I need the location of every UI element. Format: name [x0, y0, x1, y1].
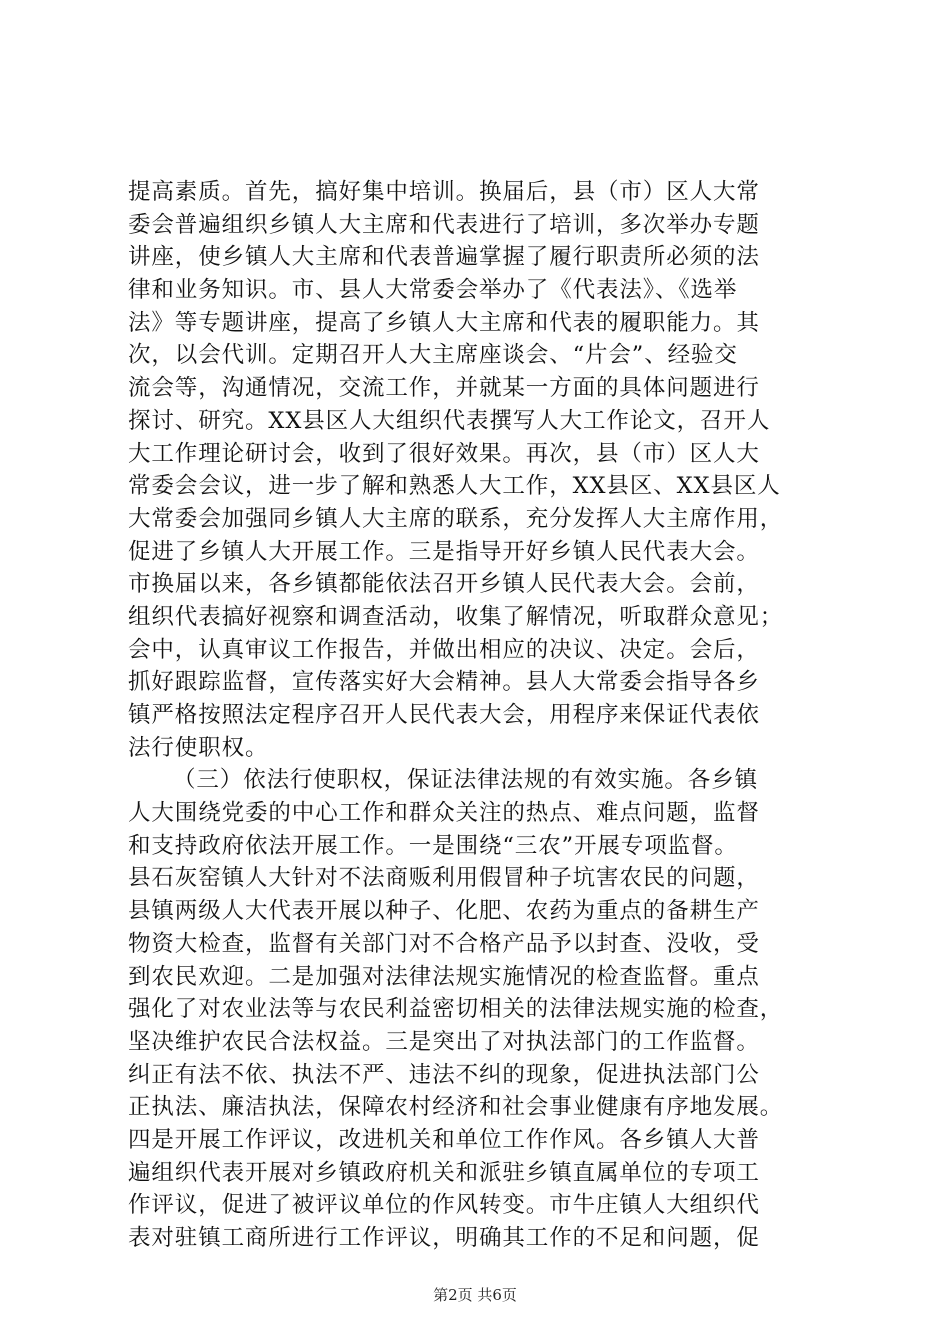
text-line: 县石灰窑镇人大针对不法商贩利用假冒种子坑害农民的问题， [128, 865, 760, 892]
text-line: 到农民欢迎。二是加强对法律法规实施情况的检查监督。重点 [128, 963, 760, 990]
text-line: 大工作理论研讨会，收到了很好效果。再次，县（市）区人大 [128, 440, 760, 467]
text-line: 大常委会加强同乡镇人大主席的联系，充分发挥人大主席作用， [128, 505, 784, 532]
text-line: 表对驻镇工商所进行工作评议，明确其工作的不足和问题，促 [128, 1225, 760, 1251]
text-line: 和支持政府依法开展工作。一是围绕“三农”开展专项监督。 [128, 832, 738, 859]
text-line: 镇严格按照法定程序召开人民代表大会，用程序来保证代表依 [128, 702, 760, 728]
text-line: 次，以会代训。定期召开人大主席座谈会、“片会”、经验交 [128, 342, 738, 369]
text-line: 坚决维护农民合法权益。三是突出了对执法部门的工作监督。 [128, 1028, 760, 1055]
text-line: 讲座，使乡镇人大主席和代表普遍掌握了履行职责所必须的法 [128, 244, 760, 271]
text-line: 抓好跟踪监督，宣传落实好大会精神。县人大常委会指导各乡 [128, 669, 760, 696]
text-line: 人大围绕党委的中心工作和群众关注的热点、难点问题，监督 [128, 800, 760, 827]
text-line: 正执法、廉洁执法，保障农村经济和社会事业健康有序地发展。 [128, 1094, 784, 1121]
text-line: 四是开展工作评议，改进机关和单位工作作风。各乡镇人大普 [128, 1126, 760, 1153]
text-line: 遍组织代表开展对乡镇政府机关和派驻乡镇直属单位的专项工 [128, 1159, 760, 1186]
text-line: 委会普遍组织乡镇人大主席和代表进行了培训，多次举办专题 [128, 211, 760, 238]
text-line: 探讨、研究。XX县区人大组织代表撰写人大工作论文，召开人 [128, 407, 771, 434]
text-line: 会中，认真审议工作报告，并做出相应的决议、决定。会后， [128, 636, 760, 663]
body-text [128, 176, 828, 1255]
text-line: 作评议，促进了被评议单位的作风转变。市牛庄镇人大组织代 [128, 1192, 760, 1219]
paragraph-start-line: （三）依法行使职权，保证法律法规的有效实施。各乡镇 [173, 767, 759, 794]
text-line: 提高素质。首先，搞好集中培训。换届后，县（市）区人大常 [128, 179, 760, 205]
text-line: 市换届以来，各乡镇都能依法召开乡镇人民代表大会。会前， [128, 571, 760, 598]
text-line: 组织代表搞好视察和调查活动，收集了解情况，听取群众意见； [128, 603, 784, 630]
text-line: 法行使职权。 [128, 734, 269, 761]
page-number-footer: 第2页 共6页 [433, 1286, 517, 1304]
text-line: 法》等专题讲座，提高了乡镇人大主席和代表的履职能力。其 [128, 309, 760, 336]
text-line: 强化了对农业法等与农民利益密切相关的法律法规实施的检查， [128, 996, 784, 1023]
text-line: 促进了乡镇人大开展工作。三是指导开好乡镇人民代表大会。 [128, 538, 760, 565]
text-line: 流会等，沟通情况，交流工作，并就某一方面的具体问题进行 [128, 375, 760, 402]
text-line: 常委会会议，进一步了解和熟悉人大工作，XX县区、XX县区人 [128, 473, 781, 500]
text-line: 纠正有法不依、执法不严、违法不纠的现象，促进执法部门公 [128, 1061, 760, 1088]
text-line: 物资大检查，监督有关部门对不合格产品予以封查、没收，受 [128, 930, 760, 957]
text-line: 律和业务知识。市、县人大常委会举办了《代表法》、《选举 [128, 277, 738, 304]
text-line: 县镇两级人大代表开展以种子、化肥、农药为重点的备耕生产 [128, 898, 760, 925]
